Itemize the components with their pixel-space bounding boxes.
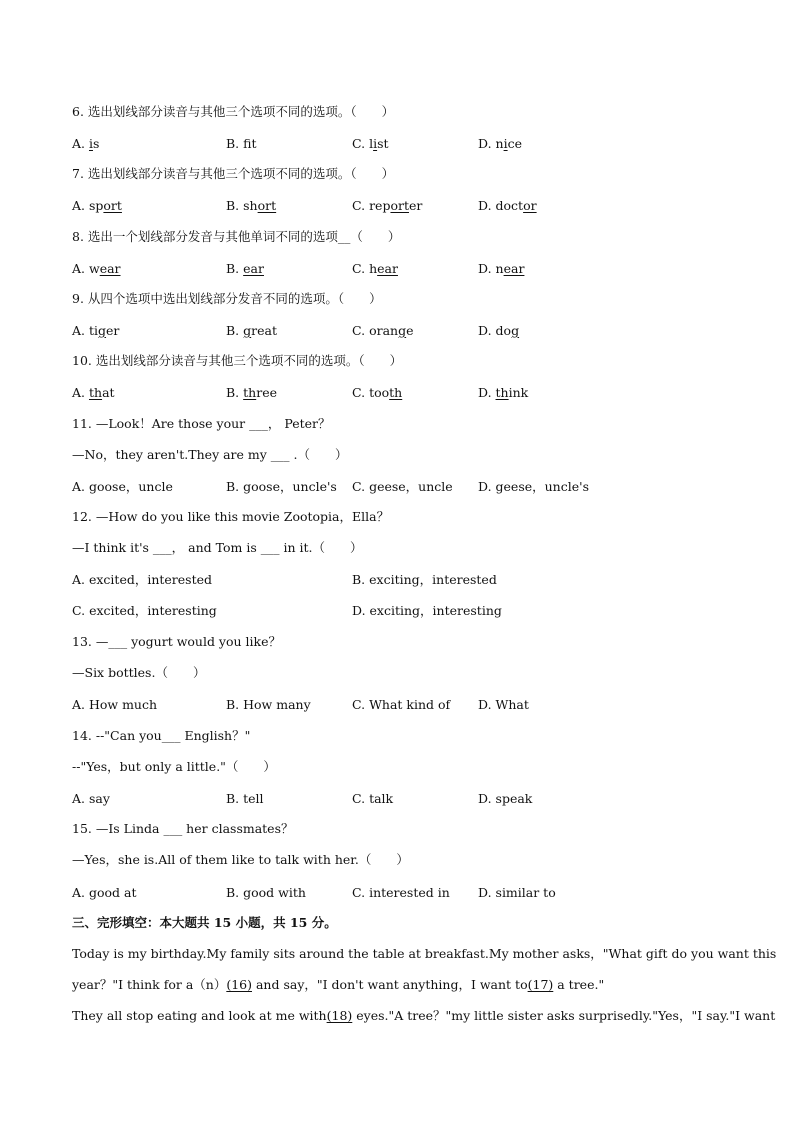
option-d[interactable]: D. doctor bbox=[478, 198, 537, 213]
section-3-heading: 三、完形填空：本大题共 15 小题，共 15 分。 bbox=[72, 915, 337, 930]
question-6-options bbox=[72, 136, 722, 152]
question-14-options bbox=[72, 791, 722, 807]
question-7-stem: 7. 选出划线部分读音与其他三个选项不同的选项。（ ） bbox=[72, 166, 395, 181]
passage-line-2: year？"I think for a（n）(16) and say，"I don't want anything，I want to(17) a tree." bbox=[72, 977, 605, 992]
option-b[interactable]: B. great bbox=[226, 323, 278, 338]
option-a[interactable]: A. tiger bbox=[72, 323, 120, 338]
option-d[interactable]: D. What bbox=[478, 697, 529, 712]
option-b[interactable]: B. ft bbox=[226, 136, 257, 151]
option-c[interactable]: C. hear bbox=[352, 261, 398, 276]
question-8-options bbox=[72, 261, 722, 277]
option-c[interactable]: C. orange bbox=[352, 323, 414, 338]
option-a[interactable]: A. good at bbox=[72, 885, 137, 900]
blank-18: (18) bbox=[326, 1008, 353, 1023]
question-12-options-row-2 bbox=[72, 603, 722, 619]
option-d[interactable]: D. dog bbox=[478, 323, 520, 338]
question-11-stem-reply: —No，they aren't.They are my ___ .（ ） bbox=[72, 447, 348, 462]
question-11-options bbox=[72, 479, 722, 495]
option-d[interactable]: D. think bbox=[478, 385, 529, 400]
passage-line-1: Today is my birthday.My family sits around the table at breakfast.My mother asks，"What gift do you want this bbox=[72, 946, 777, 961]
option-d[interactable]: D. near bbox=[478, 261, 525, 276]
question-13-stem-reply: —Six bottles.（ ） bbox=[72, 665, 206, 680]
passage-line-3: They all stop eating and look at me with(18) eyes."A tree？"my little sister asks surprisedly."Yes，"I say."I want bbox=[72, 1008, 776, 1023]
option-d[interactable]: D. exciting，interesting bbox=[352, 603, 502, 618]
question-9-options bbox=[72, 323, 722, 339]
option-b[interactable]: B. exciting，interested bbox=[352, 572, 497, 587]
option-a[interactable]: A. is bbox=[72, 136, 100, 151]
option-c[interactable]: C. reporter bbox=[352, 198, 423, 213]
question-9-stem: 9. 从四个选项中选出划线部分发音不同的选项。（ ） bbox=[72, 291, 382, 306]
question-8-stem: 8. 选出一个划线部分发音与其他单词不同的选项__（ ） bbox=[72, 229, 401, 244]
question-6-stem: 6. 选出划线部分读音与其他三个选项不同的选项。（ ） bbox=[72, 104, 395, 119]
option-d[interactable]: D. geese，uncle's bbox=[478, 479, 589, 494]
question-13-stem: 13. —___ yogurt would you like？ bbox=[72, 634, 282, 649]
question-14-stem-reply: --"Yes，but only a little."（ ） bbox=[72, 759, 276, 774]
option-c[interactable]: C. tooth bbox=[352, 385, 403, 400]
option-a[interactable]: A. goose，uncle bbox=[72, 479, 173, 494]
option-c[interactable]: C. geese，uncle bbox=[352, 479, 453, 494]
option-b[interactable]: B. short bbox=[226, 198, 277, 213]
option-a[interactable]: A. How much bbox=[72, 697, 158, 712]
option-d[interactable]: D. nice bbox=[478, 136, 522, 151]
option-b[interactable]: B. ear bbox=[226, 261, 264, 276]
question-10-stem: 10. 选出划线部分读音与其他三个选项不同的选项。（ ） bbox=[72, 353, 403, 368]
blank-16: (16) bbox=[226, 977, 252, 992]
option-a[interactable]: A. wear bbox=[72, 261, 121, 276]
question-12-stem: 12. —How do you like this movie Zootopia，Ella？ bbox=[72, 509, 390, 524]
option-a[interactable]: A. excited，interested bbox=[72, 572, 213, 587]
option-b[interactable]: B. good with bbox=[226, 885, 306, 900]
question-11-stem: 11. —Look！Are those your ___， Peter？ bbox=[72, 416, 331, 431]
question-13-options bbox=[72, 697, 722, 713]
question-7-options bbox=[72, 198, 722, 214]
option-a[interactable]: A. say bbox=[72, 791, 110, 806]
option-a[interactable]: A. sport bbox=[72, 198, 122, 213]
question-12-options-row-1 bbox=[72, 572, 722, 588]
question-15-stem: 15. —Is Linda ___ her classmates？ bbox=[72, 821, 294, 836]
option-b[interactable]: B. goose，uncle's bbox=[226, 479, 337, 494]
question-15-options bbox=[72, 885, 722, 901]
option-b[interactable]: B. How many bbox=[226, 697, 311, 712]
question-10-options bbox=[72, 385, 722, 401]
option-a[interactable]: A. that bbox=[72, 385, 115, 400]
question-15-stem-reply: —Yes，she is.All of them like to talk with her.（ ） bbox=[72, 852, 409, 867]
option-d[interactable]: D. speak bbox=[478, 791, 533, 806]
option-c[interactable]: C. excited，interesting bbox=[72, 603, 217, 618]
option-c[interactable]: C. talk bbox=[352, 791, 394, 806]
option-b[interactable]: B. three bbox=[226, 385, 277, 400]
question-12-stem-reply: —I think it's ___， and Tom is ___ in it.（ ） bbox=[72, 540, 363, 555]
question-14-stem: 14. --"Can you___ English？" bbox=[72, 728, 251, 743]
option-d[interactable]: D. similar to bbox=[478, 885, 556, 900]
blank-17: (17) bbox=[527, 977, 554, 992]
option-b[interactable]: B. tell bbox=[226, 791, 264, 806]
option-c[interactable]: C. list bbox=[352, 136, 389, 151]
option-c[interactable]: C. What kind of bbox=[352, 697, 451, 712]
option-c[interactable]: C. interested in bbox=[352, 885, 450, 900]
